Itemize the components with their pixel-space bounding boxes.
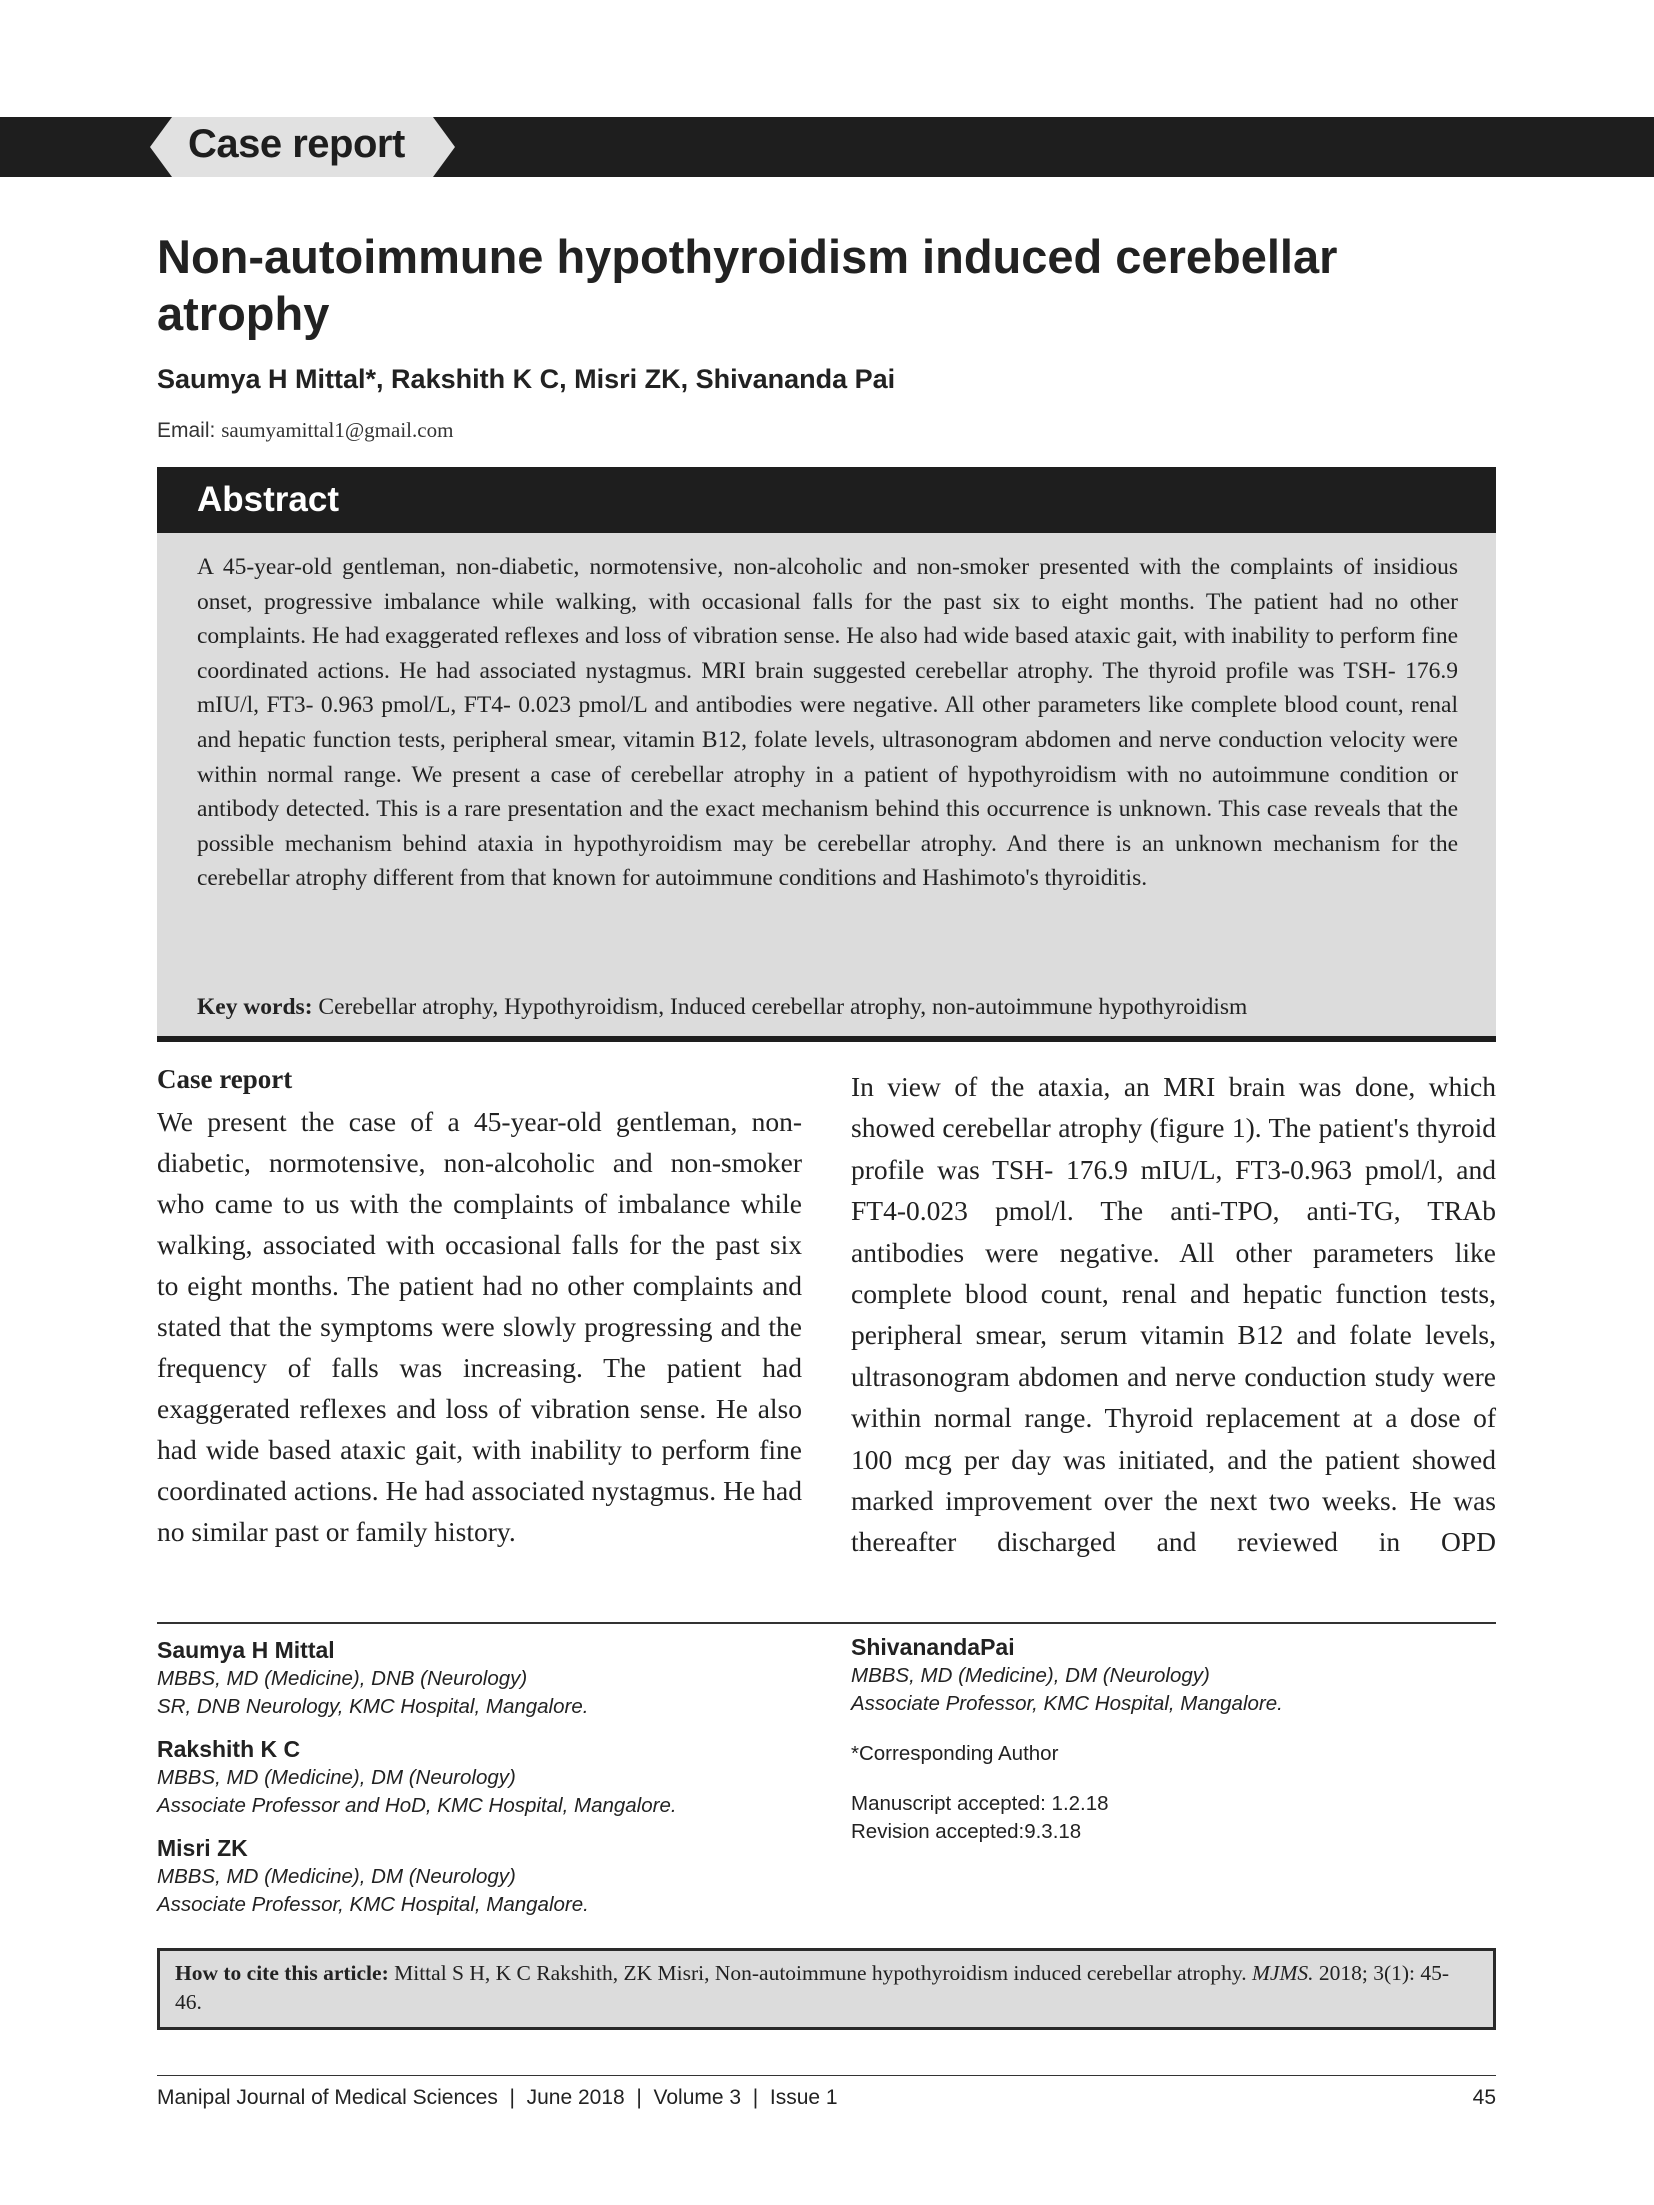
article-title: Non-autoimmune hypothyroidism induced cerebellar atrophy (157, 230, 1338, 340)
page-number: 45 (1472, 2086, 1496, 2109)
affiliation-pai (851, 1632, 1491, 1718)
affiliation-mittal (157, 1635, 797, 1721)
affiliation-rakshith (157, 1734, 797, 1820)
affiliation-position: Associate Professor and HoD, KMC Hospital, Mangalore. (157, 1794, 677, 1817)
affiliation-degree: MBBS, MD (Medicine), DNB (Neurology) (157, 1667, 528, 1690)
keywords-list: Cerebellar atrophy, Hypothyroidism, Induced cerebellar atrophy, non-autoimmune hypothyroidism (318, 994, 1248, 1020)
keywords-label: Key words: (197, 994, 313, 1020)
revision-accepted: Revision accepted:9.3.18 (851, 1820, 1082, 1843)
author-list: Saumya H Mittal*, Rakshith K C, Misri ZK, Shivananda Pai (157, 364, 896, 394)
footer-divider (157, 2075, 1496, 2076)
footer-journal-info: Manipal Journal of Medical Sciences | June 2018 | Volume 3 | Issue 1 (157, 2086, 838, 2109)
affiliation-name: Misri ZK (157, 1835, 248, 1861)
manuscript-dates (851, 1790, 1491, 1846)
affiliation-position: Associate Professor, KMC Hospital, Mangalore. (157, 1893, 589, 1916)
citation-label: How to cite this article: (175, 1961, 389, 1985)
case-report-heading: Case report (157, 1064, 293, 1094)
citation-details: 2018; 3(1): 45-46. (175, 1961, 1450, 2014)
citation-journal: MJMS. (1252, 1961, 1314, 1985)
citation-box (157, 1948, 1496, 2030)
keywords (197, 992, 1458, 1022)
corresponding-author: *Corresponding Author (851, 1742, 1059, 1765)
affiliation-misri (157, 1833, 797, 1919)
affiliation-divider (157, 1622, 1496, 1624)
contact-email (157, 418, 453, 443)
email-address[interactable]: saumyamittal1@gmail.com (221, 418, 454, 442)
abstract-text: A 45-year-old gentleman, non-diabetic, normotensive, non-alcoholic and non-smoker presented with the complaints of insidious onset, progressive imbalance while walking, with occasional falls for the past six to eight months. The patient had no other complaints. He had exaggerated reflexes and loss of vibration sense. He also had wide based ataxic gait, with inability to perform fine coordinated actions. He had associated nystagmus. MRI brain suggested cerebellar atrophy. The thyroid profile was TSH- 176.9 mIU/l, FT3- 0.963 pmol/L, FT4- 0.023 pmol/L and antibodies were negative. All other parameters like complete blood count, renal and hepatic function tests, peripheral smear, vitamin B12, folate levels, ultrasonogram abdomen and nerve conduction velocity were within normal range. We present a case of cerebellar atrophy in a patient of hypothyroidism with no autoimmune condition or antibody detected. This is a rare presentation and the exact mechanism behind this occurrence is unknown. This case reveals that the possible mechanism behind ataxia in hypothyroidism may be cerebellar atrophy. And there is an unknown mechanism for the cerebellar atrophy different from that known for autoimmune conditions and Hashimoto's thyroiditis. (197, 554, 1458, 892)
body-right-column: In view of the ataxia, an MRI brain was done, which showed cerebellar atrophy (figure 1). The patient's thyroid profile was TSH- 176.9 mIU/L, FT3-0.963 pmol/l, and FT4-0.023 pmol/l. The anti-TPO, anti-TG, TRAb antibodies were negative. All other parameters like complete blood count, renal and hepatic function tests, peripheral smear, serum vitamin B12 and folate levels, ultrasonogram abdomen and nerve conduction study were within normal range. Thyroid replacement at a dose of 100 mcg per day was initiated, and the patient showed marked improvement over the next two weeks. He was thereafter discharged and reviewed in OPD (851, 1071, 1496, 1558)
citation-reference: Mittal S H, K C Rakshith, ZK Misri, Non-autoimmune hypothyroidism induced cerebellar atrophy. (394, 1961, 1247, 1985)
affiliation-degree: MBBS, MD (Medicine), DM (Neurology) (157, 1766, 516, 1789)
manuscript-accepted: Manuscript accepted: 1.2.18 (851, 1792, 1109, 1815)
corresponding-author-note (851, 1740, 1491, 1768)
abstract-box (157, 533, 1496, 1042)
abstract-header (157, 467, 1496, 533)
body-left-column: We present the case of a 45-year-old gentleman, non-diabetic, normotensive, non-alcoholic and non-smoker who came to us with the complaints of imbalance while walking, associated with occasional falls for the past six to eight months. The patient had no other complaints and stated that the symptoms were slowly progressing and the frequency of falls was increasing. The patient had exaggerated reflexes and loss of vibration sense. He also had wide based ataxic gait, with inability to perform fine coordinated actions. He had associated nystagmus. He had no similar past or family history. (157, 1106, 802, 1547)
affiliation-position: SR, DNB Neurology, KMC Hospital, Mangalore. (157, 1695, 589, 1718)
affiliation-degree: MBBS, MD (Medicine), DM (Neurology) (851, 1664, 1210, 1687)
citation-text (175, 1959, 1475, 2017)
abstract-heading: Abstract (197, 480, 339, 519)
affiliation-name: ShivanandaPai (851, 1634, 1015, 1660)
affiliation-position: Associate Professor, KMC Hospital, Mangalore. (851, 1692, 1283, 1715)
affiliation-name: Rakshith K C (157, 1736, 301, 1762)
email-label: Email: (157, 419, 216, 442)
affiliation-name: Saumya H Mittal (157, 1637, 335, 1663)
affiliation-degree: MBBS, MD (Medicine), DM (Neurology) (157, 1865, 516, 1888)
section-label: Case report (188, 122, 405, 166)
